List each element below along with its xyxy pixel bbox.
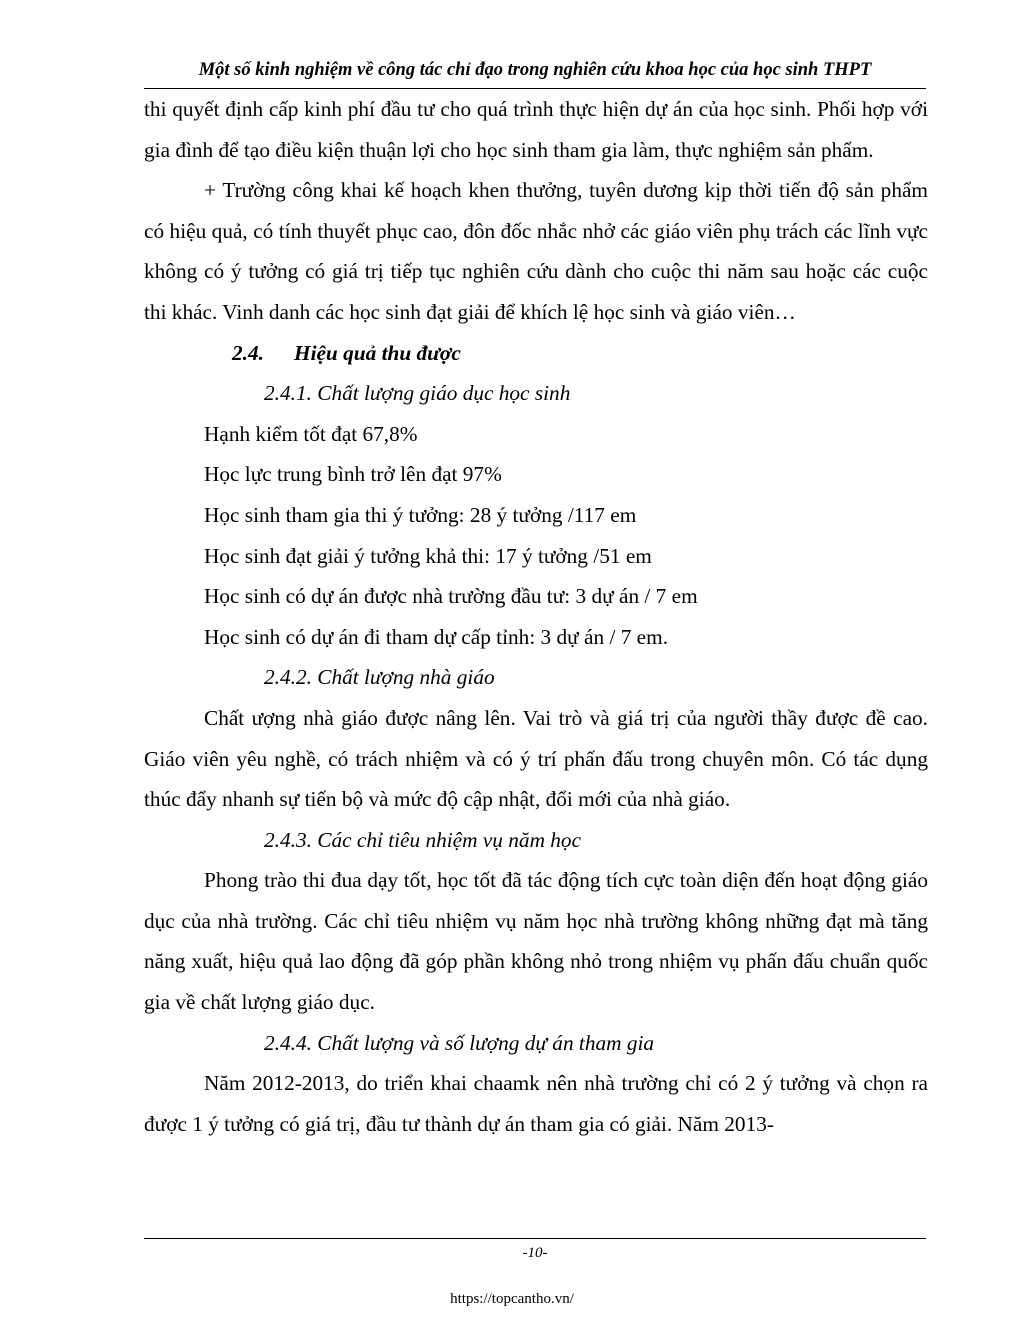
running-header: Một số kinh nghiệm về công tác chỉ đạo trong nghiên cứu khoa học của học sinh THPT [198, 60, 872, 80]
stat-line-idea-participants: Học sinh tham gia thi ý tưởng: 28 ý tưởng /117 em [204, 502, 637, 527]
stat-line-academic: Học lực trung bình trở lên đạt 97% [204, 462, 502, 487]
document-body [144, 89, 928, 1144]
stat-line-school-funded: Học sinh có dự án được nhà trường đầu tư: 3 dự án / 7 em [204, 584, 698, 609]
stat-line-idea-winners: Học sinh đạt giải ý tưởng khả thi: 17 ý tưởng /51 em [204, 543, 652, 568]
paragraph-continued: thi quyết định cấp kinh phí đầu tư cho quá trình thực hiện dự án của học sinh. Phối hợp với gia đình để tạo điều kiện thuận lợi cho học sinh tham gia làm, thực nghiệm sản phẩm. [144, 97, 928, 162]
paragraph-yearly-targets: Phong trào thi đua dạy tốt, học tốt đã tác động tích cực toàn diện đến hoạt động giáo dục của nhà trường. Các chỉ tiêu nhiệm vụ năm học nhà trường không những đạt mà tăng năng xuất, hiệu quả lao động đã góp phần không nhỏ trong nhiệm vụ phấn đấu chuẩn quốc gia về chất lượng giáo dục. [144, 868, 928, 1015]
section-title-2-4: Hiệu quả thu được [294, 340, 461, 365]
page-number: -10- [522, 1245, 548, 1261]
subsection-heading-2-4-3: 2.4.3. Các chỉ tiêu nhiệm vụ năm học [264, 827, 582, 852]
stat-line-provincial: Học sinh có dự án đi tham dự cấp tỉnh: 3 dự án / 7 em. [204, 624, 669, 649]
paragraph-reward-plan: + Trường công khai kế hoạch khen thưởng, tuyên dương kịp thời tiến độ sản phẩm có hiệu quả, có tính thuyết phục cao, đôn đốc nhắc nhở các giáo viên phụ trách các lĩnh vực không có ý tưởng có giá trị tiếp tục nghiên cứu dành cho cuộc thi năm sau hoặc các cuộc thi khác. Vinh danh các học sinh đạt giải để khích lệ học sinh và giáo viên… [144, 178, 928, 324]
footer-divider [144, 1238, 926, 1239]
subsection-heading-2-4-4: 2.4.4. Chất lượng và số lượng dự án tham gia [264, 1030, 655, 1055]
source-url-link[interactable]: https://topcantho.vn/ [450, 1291, 574, 1307]
paragraph-project-count: Năm 2012-2013, do triển khai chaamk nên nhà trường chỉ có 2 ý tưởng và chọn ra được 1 ý tưởng có giá trị, đầu tư thành dự án tham gia có giải. Năm 2013- [144, 1071, 928, 1136]
stat-line-conduct: Hạnh kiểm tốt đạt 67,8% [204, 421, 418, 446]
section-number-2-4: 2.4. [232, 340, 264, 365]
subsection-heading-2-4-1: 2.4.1. Chất lượng giáo dục học sinh [264, 381, 571, 406]
paragraph-teacher-quality: Chất ượng nhà giáo được nâng lên. Vai trò và giá trị của người thầy được đề cao. Giáo viên yêu nghề, có trách nhiệm và có ý trí phấn đấu trong chuyên môn. Có tác dụng thúc đẩy nhanh sự tiến bộ và mức độ cập nhật, đổi mới của nhà giáo. [144, 705, 928, 812]
section-heading-2-4 [144, 333, 928, 374]
subsection-heading-2-4-2: 2.4.2. Chất lượng nhà giáo [264, 665, 495, 690]
